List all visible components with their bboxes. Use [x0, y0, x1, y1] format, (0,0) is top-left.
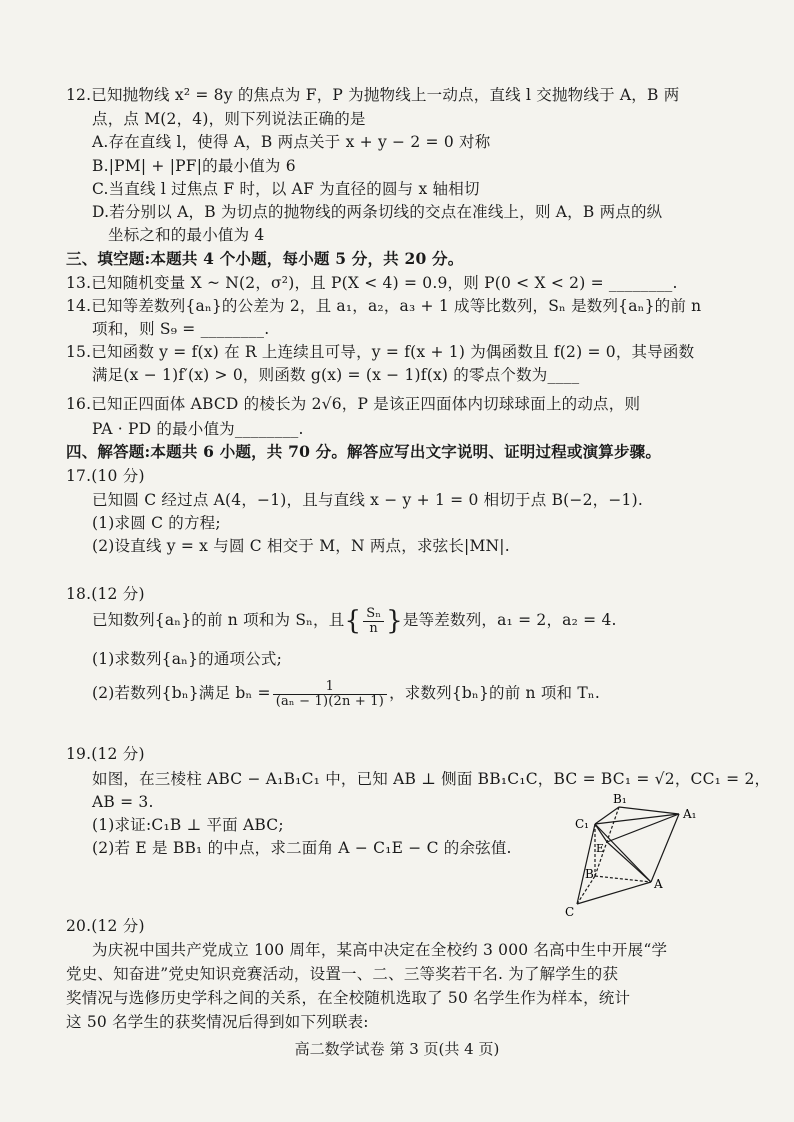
q12-option-d-line2: 坐标之和的最小值为 4	[108, 226, 265, 244]
label-a1: A₁	[683, 807, 697, 821]
q17-part2: (2)设直线 y = x 与圆 C 相交于 M，N 两点，求弦长|MN|.	[92, 537, 510, 555]
q12-line2: 点，点 M(2，4)，则下列说法正确的是	[92, 110, 366, 128]
q20-line4: 这 50 名学生的获奖情况后得到如下列联表:	[66, 1013, 369, 1031]
q12-line1: 12.已知抛物线 x² = 8y 的焦点为 F，P 为抛物线上一动点，直线 l 交抛物线于 A，B 两	[66, 86, 680, 104]
q18-part1: (1)求数列{aₙ}的通项公式;	[92, 650, 283, 668]
q18-line1-b: 是等差数列，a₁ = 2，a₂ = 4.	[402, 611, 617, 629]
q18-bn-fraction	[273, 680, 387, 709]
q14-line1: 14.已知等差数列{aₙ}的公差为 2，且 a₁，a₂，a₃ + 1 成等比数列，Sₙ 是数列{aₙ}的前 n	[66, 297, 702, 315]
q17-line1: 已知圆 C 经过点 A(4，−1)，且与直线 x − y + 1 = 0 相切于点 B(−2，−1).	[92, 491, 643, 509]
q19-line2: AB = 3.	[92, 793, 154, 811]
label-c: C	[565, 905, 575, 919]
q17-part1: (1)求圆 C 的方程;	[92, 514, 221, 532]
q16-line2	[92, 418, 304, 440]
q20-line3: 奖情况与选修历史学科之间的关系，在全校随机选取了 50 名学生作为样本，统计	[66, 989, 631, 1007]
q18-line1-a: 已知数列{aₙ}的前 n 项和为 Sₙ，且	[92, 611, 345, 629]
q18-bn-num: 1	[273, 680, 387, 695]
q19-line1: 如图，在三棱柱 ABC − A₁B₁C₁ 中，已知 AB ⊥ 侧面 BB₁C₁C，BC = BC₁ = √2，CC₁ = 2，	[92, 770, 771, 788]
q13: 13.已知随机变量 X ~ N(2，σ²)，且 P(X < 4) = 0.9，则 P(0 < X < 2) = ________.	[66, 274, 678, 292]
q19-heading: 19.(12 分)	[66, 745, 145, 763]
q16-line1: 16.已知正四面体 ABCD 的棱长为 2√6，P 是该正四面体内切球球面上的动点，则	[66, 395, 641, 413]
q18-bn-den: (aₙ − 1)(2n + 1)	[275, 693, 385, 709]
label-c1: C₁	[575, 817, 589, 831]
q15-line2: 满足(x − 1)f′(x) > 0，则函数 g(x) = (x − 1)f(x) 的零点个数为____	[92, 366, 580, 384]
q20-line1: 为庆祝中国共产党成立 100 周年，某高中决定在全校约 3 000 名高中生中开展“学	[92, 941, 668, 959]
q20-heading: 20.(12 分)	[66, 917, 145, 935]
page-footer: 高二数学试卷 第 3 页(共 4 页)	[294, 1040, 500, 1058]
q20-line2: 党史、知奋进”党史知识竞赛活动，设置一、二、三等奖若干名. 为了解学生的获	[66, 965, 619, 983]
q12-option-b: B.|PM| + |PF|的最小值为 6	[92, 157, 296, 175]
label-b: B	[585, 867, 594, 881]
q18-part2-b: ，求数列{bₙ}的前 n 项和 Tₙ.	[389, 684, 600, 702]
q18-part2	[92, 678, 600, 709]
q19-part1: (1)求证:C₁B ⊥ 平面 ABC;	[92, 816, 284, 834]
label-b1: B₁	[613, 792, 627, 806]
q17-heading: 17.(10 分)	[66, 467, 145, 485]
left-brace: {	[344, 606, 362, 636]
q19-part2: (2)若 E 是 BB₁ 的中点，求二面角 A − C₁E − C 的余弦值.	[92, 839, 512, 857]
q12-option-a: A.存在直线 l，使得 A，B 两点关于 x + y − 2 = 0 对称	[92, 133, 491, 151]
q18-part2-a: (2)若数列{bₙ}满足 bₙ =	[92, 684, 271, 702]
q18-frac-den: n	[369, 620, 378, 636]
q12-option-d-line1: D.若分别以 A，B 为切点的抛物线的两条切线的交点在准线上，则 A，B 两点的纵	[92, 203, 663, 221]
prism-figure	[555, 792, 705, 922]
q12-option-c: C.当直线 l 过焦点 F 时，以 AF 为直径的圆与 x 轴相切	[92, 180, 480, 198]
label-e: E	[596, 842, 605, 855]
q18-line1	[92, 605, 617, 636]
q18-heading: 18.(12 分)	[66, 585, 145, 603]
section-answer-heading: 四、解答题:本题共 6 小题，共 70 分。解答应写出文字说明、证明过程或演算步骤。	[66, 442, 662, 461]
q14-line2: 项和，则 S₉ = ________.	[92, 320, 270, 338]
q18-frac-num: Sₙ	[363, 607, 384, 622]
q16-text: PA · PD 的最小值为________.	[92, 420, 304, 438]
label-a: A	[654, 877, 663, 891]
q15-line1: 15.已知函数 y = f(x) 在 R 上连续且可导，y = f(x + 1) 为偶函数且 f(2) = 0，其导函数	[66, 343, 695, 361]
section-fill-in-heading: 三、填空题:本题共 4 个小题，每小题 5 分，共 20 分。	[66, 249, 464, 268]
right-brace: }	[386, 606, 403, 636]
q18-sn-over-n	[363, 607, 384, 636]
